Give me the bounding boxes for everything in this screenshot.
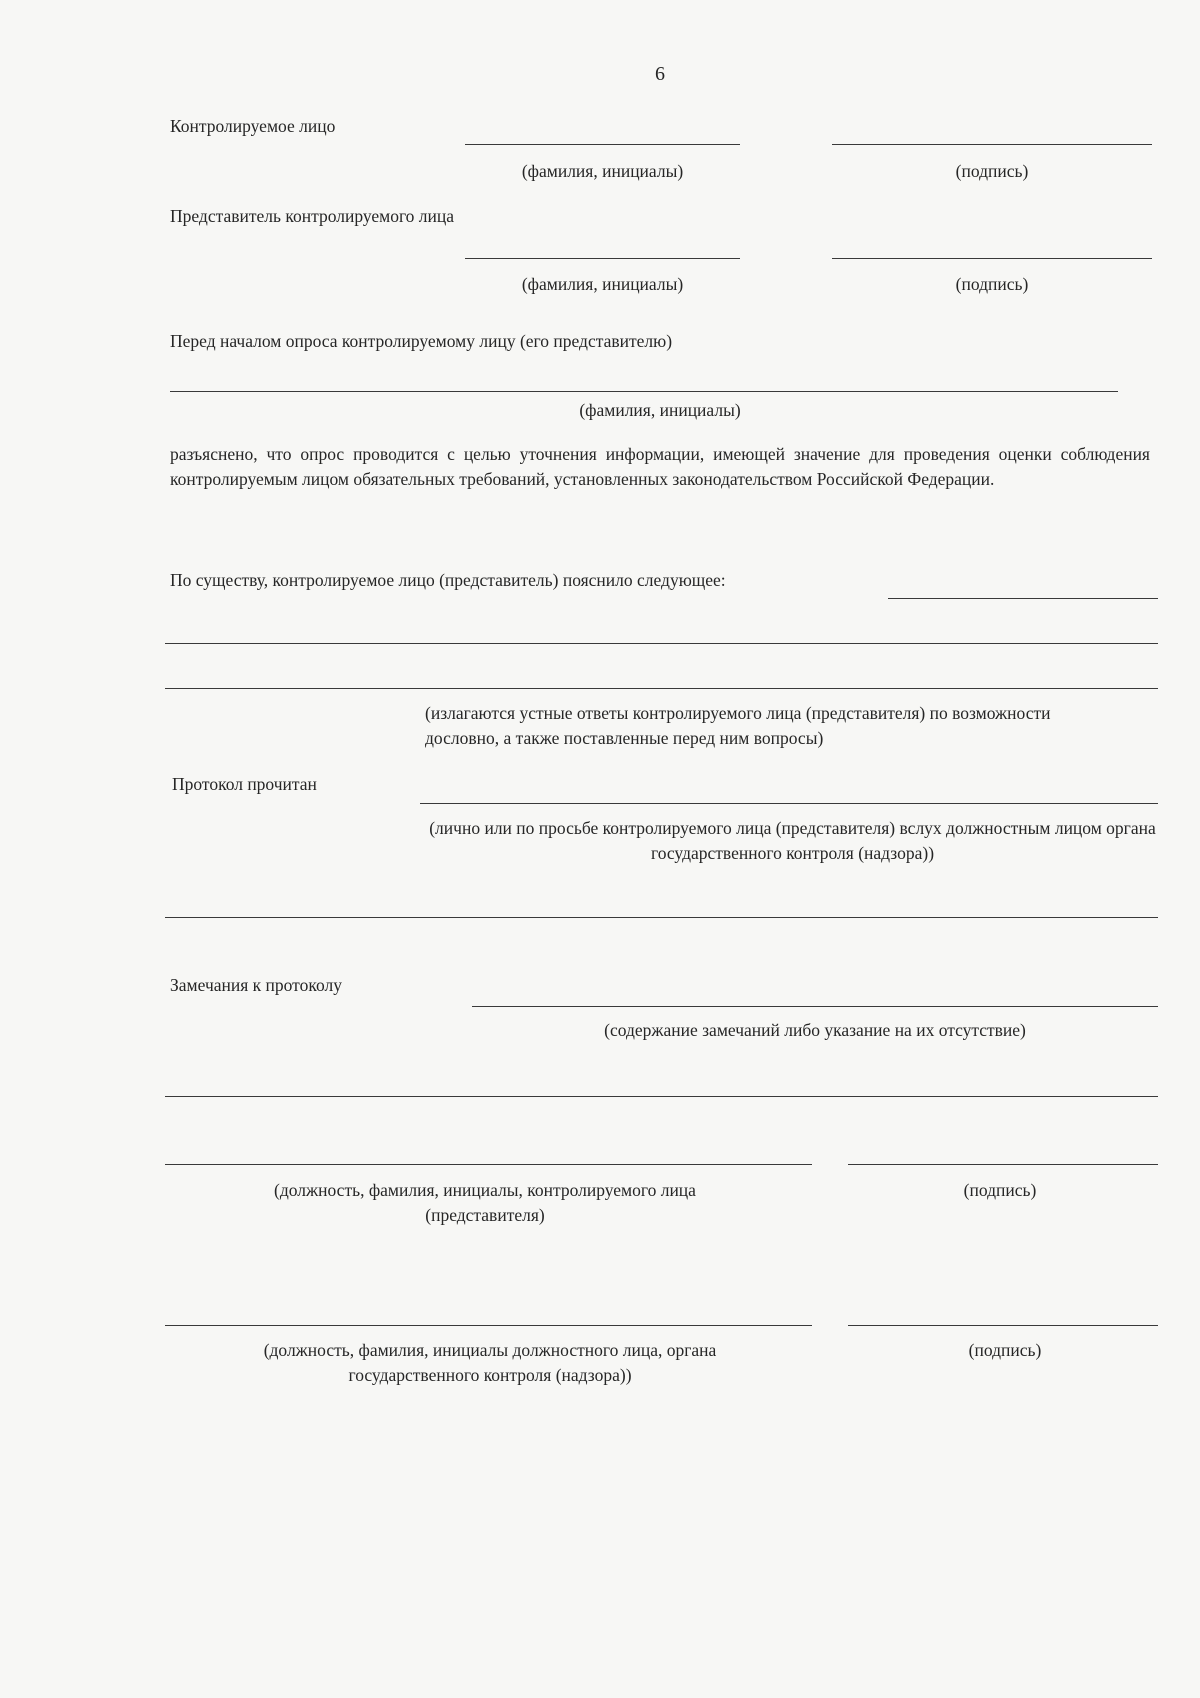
controlled-person-signature-line [832, 144, 1152, 145]
controlled-person-signature-caption: (подпись) [955, 161, 1029, 181]
answers-line-1 [888, 598, 1158, 599]
controlled-sign-name-line [165, 1164, 812, 1165]
official-sign-signature-caption: (подпись) [968, 1340, 1042, 1360]
protocol-extra-line [165, 917, 1158, 918]
explanation-intro: Перед началом опроса контролируемому лицу (его представителю) [170, 331, 673, 351]
remarks-caption: (содержание замечаний либо указание на их отсутствие) [604, 1020, 1026, 1040]
remarks-line [472, 1006, 1158, 1007]
protocol-read-caption: (лично или по просьбе контролируемого лица (представителя) вслух должностным лицом органа государственного контроля (надзора)) [429, 818, 1156, 863]
protocol-read-label: Протокол прочитан [172, 774, 317, 794]
representative-name-caption: (фамилия, инициалы) [521, 274, 684, 294]
controlled-sign-signature-caption: (подпись) [963, 1180, 1037, 1200]
controlled-person-label: Контролируемое лицо [170, 116, 336, 136]
remarks-label: Замечания к протоколу [170, 975, 342, 995]
representative-name-line [465, 258, 740, 259]
protocol-read-line [420, 803, 1158, 804]
official-sign-caption: (должность, фамилия, инициалы должностного лица, органа государственного контроля (надзора)) [263, 1340, 717, 1385]
explanation-body: разъяснено, что опрос проводится с целью уточнения информации, имеющей значение для проведения оценки соблюдения контролируемым лицом обязательных требований, установленных законодательством Российской Федерации. [170, 444, 1150, 489]
remarks-extra-line [165, 1096, 1158, 1097]
answers-line-3 [165, 688, 1158, 689]
official-sign-name-line [165, 1325, 812, 1326]
controlled-person-name-line [465, 144, 740, 145]
explanation-name-caption: (фамилия, инициалы) [579, 400, 741, 420]
official-sign-signature-line [848, 1325, 1158, 1326]
answers-line-2 [165, 643, 1158, 644]
explanation-name-line [170, 391, 1118, 392]
answers-intro: По существу, контролируемое лицо (представитель) пояснило следующее: [170, 570, 726, 590]
controlled-sign-signature-line [848, 1164, 1158, 1165]
controlled-person-name-caption: (фамилия, инициалы) [521, 161, 684, 181]
representative-label: Представитель контролируемого лица [170, 206, 455, 226]
representative-signature-line [832, 258, 1152, 259]
answers-caption: (излагаются устные ответы контролируемого лица (представителя) по возможности дословно, а также поставленные перед ним вопросы) [425, 703, 1051, 748]
page-number: 6 [655, 63, 665, 85]
controlled-sign-caption: (должность, фамилия, инициалы, контролируемого лица (представителя) [274, 1180, 696, 1225]
representative-signature-caption: (подпись) [955, 274, 1029, 294]
